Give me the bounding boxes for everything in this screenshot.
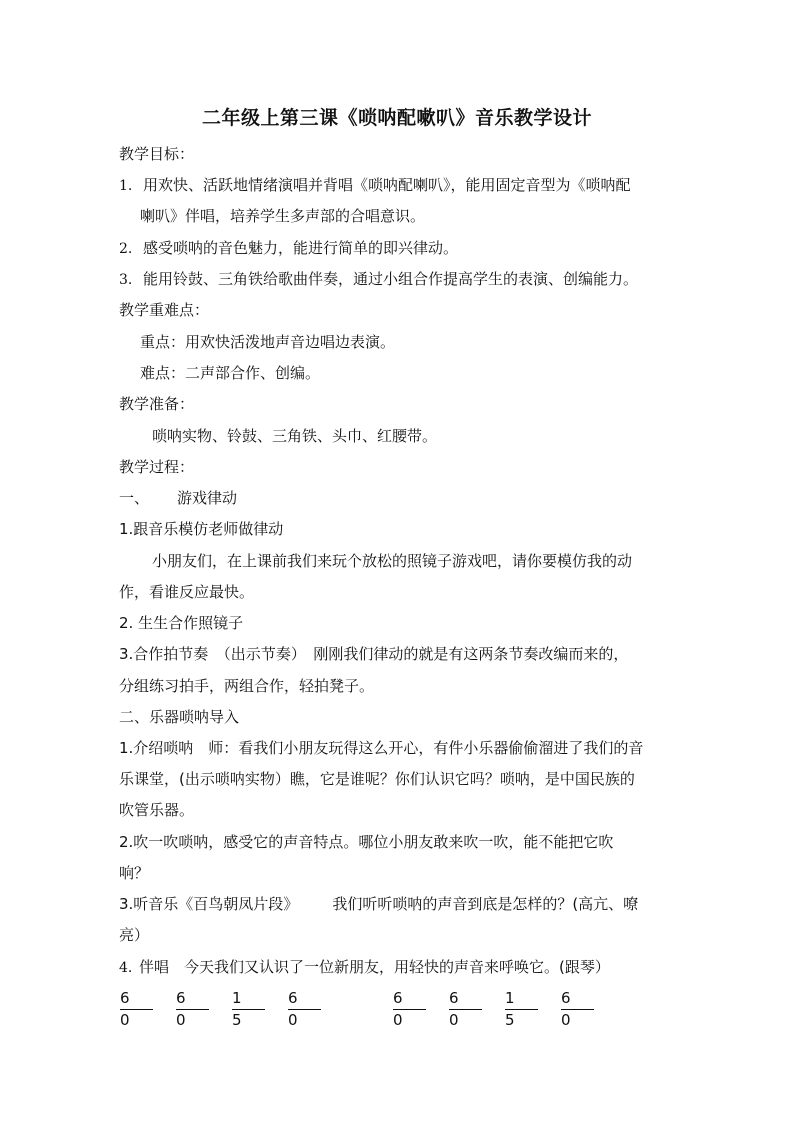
- goal-number: 2.: [119, 241, 133, 257]
- goal-text: 感受唢呐的音色魅力，能进行简单的即兴律动。: [143, 239, 459, 257]
- section-number: 一、: [119, 489, 150, 507]
- s1-step1: 1.跟音乐模仿老师做律动: [119, 520, 284, 538]
- notation-note: 1 5: [232, 989, 255, 1029]
- goals-heading: 教学目标：: [119, 145, 195, 163]
- difficulty-heading: 教学重难点：: [119, 301, 210, 319]
- page-title: 二年级上第三课《唢呐配嗽叭》音乐教学设计: [201, 107, 592, 129]
- notation-underline: [449, 1009, 482, 1010]
- goal-text: 用欢快、活跃地情绪演唱并背唱《唢呐配喇叭》，能用固定音型为《唢呐配: [143, 176, 631, 194]
- goal-item-1: [119, 174, 631, 197]
- notation-note: 6 0: [449, 989, 472, 1029]
- s2-step3-text: 我们听听唢呐的声音到底是怎样的？(高亢、嘹: [332, 895, 639, 913]
- s2-step2-cont: 响？: [119, 864, 150, 882]
- notation-note: 6 0: [288, 989, 311, 1029]
- notation-note: 1 5: [505, 989, 528, 1029]
- s2-step1-cont: 乐课堂，(出示唢呐实物）瞧，它是谁呢？你们认识它吗？唢呐，是中国民族的: [119, 770, 635, 788]
- notation-underline: [120, 1009, 153, 1010]
- notation-note: 6 0: [120, 989, 143, 1029]
- prep-heading: 教学准备：: [119, 395, 195, 413]
- notation-underline: [393, 1009, 426, 1010]
- s1-step1-paragraph-cont: 作，看谁反应最快。: [119, 583, 255, 601]
- section-1-heading: [119, 487, 237, 509]
- s2-step4: [119, 956, 610, 979]
- goal-number: 1.: [119, 178, 133, 194]
- notation-note: 6 0: [561, 989, 584, 1029]
- goal-text: 能用铃鼓、三角铁给歌曲伴奏，通过小组合作提高学生的表演、创编能力。: [143, 270, 639, 288]
- notation-underline: [232, 1009, 265, 1010]
- goal-item-3: [119, 268, 638, 291]
- prep-text: 唢呐实物、铃鼓、三角铁、头巾、红腰带。: [152, 427, 438, 445]
- s2-step1-cont2: 吹管乐器。: [119, 801, 195, 819]
- notation-underline: [176, 1009, 209, 1010]
- step-number: 4.: [119, 960, 133, 976]
- goal-number: 3.: [119, 272, 133, 288]
- notation-note: 6 0: [176, 989, 199, 1029]
- notation-underline: [561, 1009, 594, 1010]
- s2-step3-cont: 亮）: [119, 926, 150, 944]
- notation-note: 6 0: [393, 989, 416, 1029]
- s1-step3: 3.合作拍节奏 （出示节奏） 刚刚我们律动的就是有这两条节奏改编而来的，: [119, 645, 629, 663]
- s2-step1: 1.介绍唢呐 师：看我们小朋友玩得这么开心，有件小乐器偷偷溜进了我们的音: [119, 739, 644, 757]
- s1-step1-paragraph: 小朋友们，在上课前我们来玩个放松的照镜子游戏吧，请你要模仿我的动: [152, 552, 633, 570]
- rhythm-notation: [120, 987, 680, 1029]
- section-title: 游戏律动: [177, 489, 238, 507]
- goal-item-2: [119, 237, 458, 260]
- s2-step2: 2.吹一吹唢呐，感受它的声音特点。哪位小朋友敢来吹一吹，能不能把它吹: [119, 833, 614, 851]
- notation-underline: [505, 1009, 538, 1010]
- key-point: 重点：用欢快活泼地声音边唱边表演。: [140, 333, 396, 351]
- process-heading: 教学过程：: [119, 458, 195, 476]
- goal-item-1-cont: 喇叭》伴唱，培养学生多声部的合唱意识。: [140, 207, 426, 225]
- s2-step4-text: 伴唱 今天我们又认识了一位新朋友，用轻快的声音来呼唤它。(跟琴）: [139, 958, 610, 976]
- section-2-heading: 二、乐器唢呐导入: [119, 708, 240, 726]
- s2-step3: [119, 893, 638, 915]
- notation-underline: [288, 1009, 321, 1010]
- s1-step2: 2. 生生合作照镜子: [119, 614, 244, 632]
- s2-step3-title: 3.听音乐《百鸟朝凤片段》: [119, 895, 299, 913]
- s1-step3-cont: 分组练习拍手，两组合作，轻拍凳子。: [119, 677, 375, 695]
- hard-point: 难点：二声部合作、创编。: [140, 364, 321, 382]
